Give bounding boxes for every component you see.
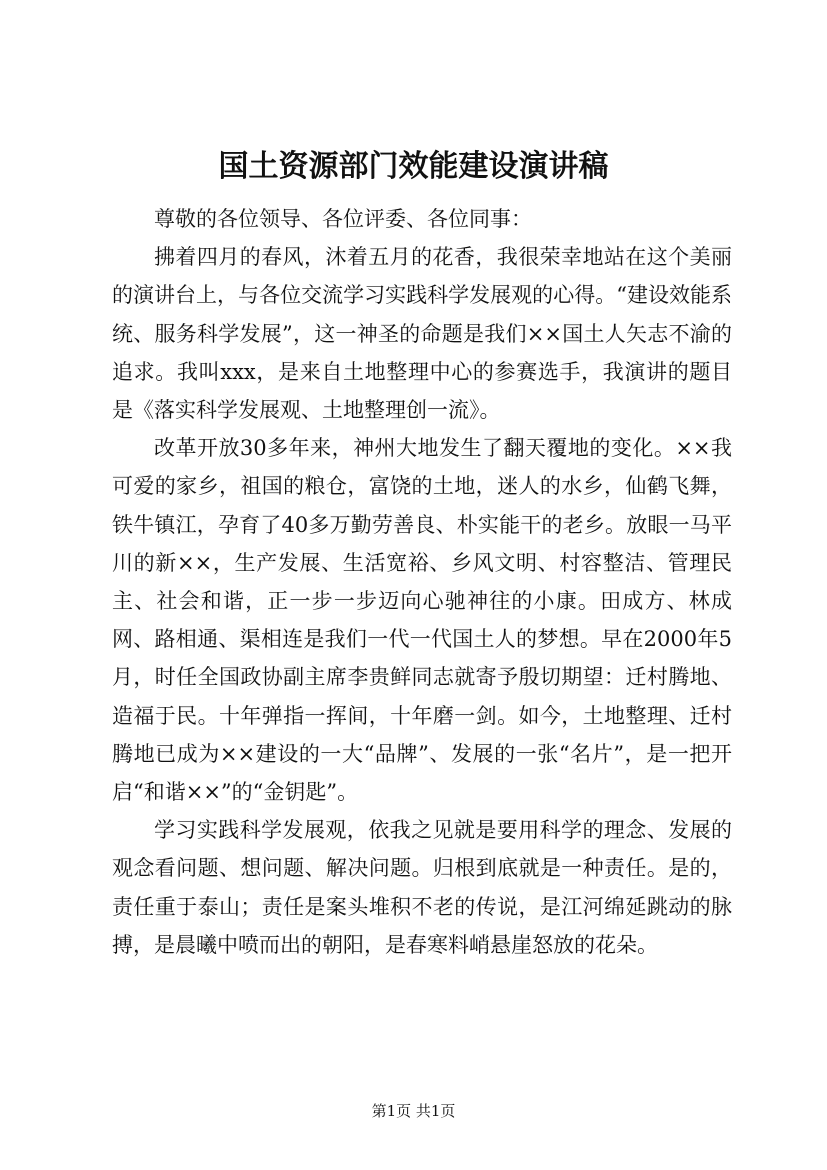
page-number-footer: 第1页 共1页 [371,1102,456,1120]
paragraph-responsibility: 学习实践科学发展观，依我之见就是要用科学的理念、发展的观念看问题、想问题、解决问题。归根到底就是一种责任。是的，责任重于泰山；责任是案头堆积不老的传说，是江河绵延跳动的脉搏，是晨曦中喷而出的朝阳，是春寒料峭悬崖怒放的花朵。 [112,818,732,957]
paragraph-salutation: 尊敬的各位领导、各位评委、各位同事： [154,207,532,231]
document-title: 国土资源部门效能建设演讲稿 [218,149,609,184]
paragraph-introduction: 拂着四月的春风，沐着五月的花香，我很荣幸地站在这个美丽的演讲台上，与各位交流学习实践科学发展观的心得。“建设效能系统、服务科学发展”，这一神圣的命题是我们××国土人矢志不渝的追求。我叫xxx，是来自土地整理中心的参赛选手，我演讲的题目是《落实科学发展观、土地整理创一流》。 [112,245,732,423]
document-body [112,200,732,964]
paragraph-hometown: 改革开放30多年来，神州大地发生了翻天覆地的变化。××我可爱的家乡，祖国的粮仓，富饶的土地，迷人的水乡，仙鹤飞舞，铁牛镇江，孕育了40多万勤劳善良、朴实能干的老乡。放眼一马平川的新××，生产发展、生活宽裕、乡风文明、村容整洁、管理民主、社会和谐，正一步一步迈向心驰神往的小康。田成方、林成网、路相通、渠相连是我们一代一代国土人的梦想。早在2000年5月，时任全国政协副主席李贵鲜同志就寄予殷切期望：迁村腾地、造福于民。十年弹指一挥间，十年磨一剑。如今，土地整理、迁村腾地已成为××建设的一大“品牌”、发展的一张“名片”，是一把开启“和谐××”的“金钥匙”。 [112,436,732,805]
